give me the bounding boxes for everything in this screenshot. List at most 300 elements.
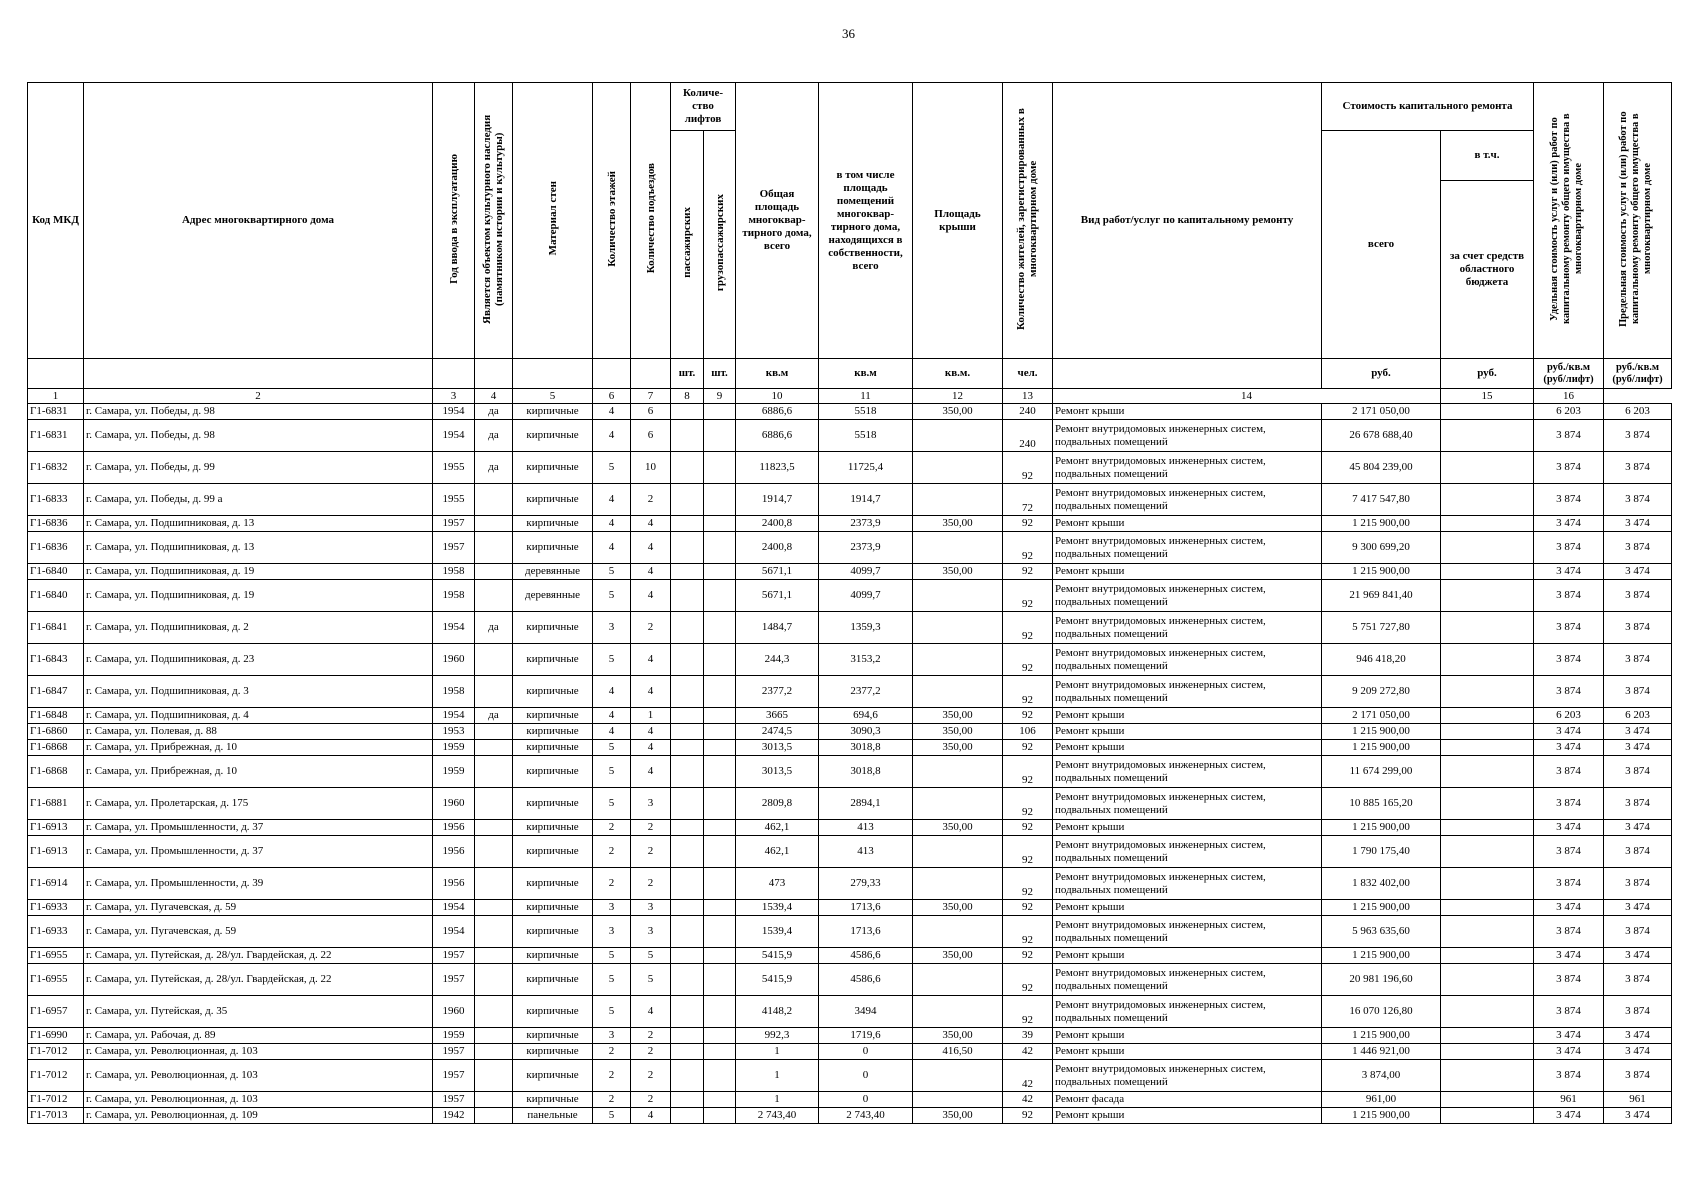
cell-heritage [475, 580, 513, 612]
cell-material: кирпичные [513, 756, 593, 788]
cell-limit-cost: 3 474 [1604, 948, 1672, 964]
cell-unit-cost: 3 874 [1534, 644, 1604, 676]
cell-cost-total: 5 751 727,80 [1322, 612, 1441, 644]
cell-cost-regional [1441, 1028, 1534, 1044]
unit-m2-2: кв.м [819, 359, 913, 389]
cell-residents: 92 [1003, 564, 1053, 580]
cell-limit-cost: 6 203 [1604, 404, 1672, 420]
cell-residents: 92 [1003, 964, 1053, 996]
cell-cost-regional [1441, 532, 1534, 564]
cell-entrances: 4 [631, 676, 671, 708]
cell-roof-area: 350,00 [913, 564, 1003, 580]
cell-limit-cost: 3 874 [1604, 756, 1672, 788]
cell-cost-total: 1 446 921,00 [1322, 1044, 1441, 1060]
cell-year: 1956 [433, 836, 475, 868]
table-row [28, 708, 1672, 724]
cell-lifts-freight [704, 1108, 736, 1124]
cell-residents: 42 [1003, 1044, 1053, 1060]
cell-work-type: Ремонт крыши [1053, 724, 1322, 740]
cell-residents: 92 [1003, 676, 1053, 708]
cell-cost-regional [1441, 1092, 1534, 1108]
cell-unit-cost: 3 874 [1534, 756, 1604, 788]
cell-cost-total: 1 215 900,00 [1322, 1108, 1441, 1124]
cell-area-owned: 1359,3 [819, 612, 913, 644]
cell-material: кирпичные [513, 644, 593, 676]
cell-roof-area [913, 1092, 1003, 1108]
cell-limit-cost: 3 874 [1604, 1060, 1672, 1092]
cell-limit-cost: 3 874 [1604, 868, 1672, 900]
cell-material: кирпичные [513, 948, 593, 964]
cell-area-total: 5415,9 [736, 948, 819, 964]
cell-lifts-passenger [671, 868, 704, 900]
cell-cost-total: 1 215 900,00 [1322, 564, 1441, 580]
cell-lifts-passenger [671, 644, 704, 676]
cell-address: г. Самара, ул. Промышленности, д. 39 [84, 868, 433, 900]
cell-area-total: 2474,5 [736, 724, 819, 740]
cell-roof-area [913, 996, 1003, 1028]
cell-residents: 92 [1003, 532, 1053, 564]
cell-area-owned: 0 [819, 1060, 913, 1092]
cell-code: Г1-6955 [28, 948, 84, 964]
cell-residents: 92 [1003, 740, 1053, 756]
cell-unit-cost: 3 874 [1534, 788, 1604, 820]
cell-lifts-freight [704, 1044, 736, 1060]
cell-material: кирпичные [513, 676, 593, 708]
column-number-row [28, 389, 1672, 404]
table-row [28, 916, 1672, 948]
cell-limit-cost: 3 474 [1604, 740, 1672, 756]
cell-address: г. Самара, ул. Подшипниковая, д. 19 [84, 580, 433, 612]
cell-cost-regional [1441, 724, 1534, 740]
cell-roof-area [913, 452, 1003, 484]
cell-roof-area: 350,00 [913, 1108, 1003, 1124]
cell-lifts-freight [704, 708, 736, 724]
cell-address: г. Самара, ул. Революционная, д. 103 [84, 1092, 433, 1108]
cell-material: кирпичные [513, 740, 593, 756]
cell-entrances: 2 [631, 612, 671, 644]
cell-roof-area: 350,00 [913, 900, 1003, 916]
cell-roof-area [913, 868, 1003, 900]
cell-year: 1957 [433, 1092, 475, 1108]
cell-cost-total: 1 215 900,00 [1322, 516, 1441, 532]
cell-residents: 92 [1003, 612, 1053, 644]
cell-area-total: 1484,7 [736, 612, 819, 644]
cell-limit-cost: 3 474 [1604, 1044, 1672, 1060]
table-row [28, 404, 1672, 420]
cell-floors: 5 [593, 580, 631, 612]
header-lifts-passenger: пассажирских [671, 131, 704, 359]
cell-area-owned: 1914,7 [819, 484, 913, 516]
cell-entrances: 4 [631, 1108, 671, 1124]
cell-address: г. Самара, ул. Подшипниковая, д. 23 [84, 644, 433, 676]
column-number: 2 [84, 389, 433, 404]
header-material: Материал стен [513, 83, 593, 359]
cell-code: Г1-6868 [28, 740, 84, 756]
unit-rate-2: руб./кв.м (руб/лифт) [1604, 359, 1672, 389]
cell-roof-area: 350,00 [913, 948, 1003, 964]
cell-unit-cost: 3 474 [1534, 1044, 1604, 1060]
cell-roof-area: 350,00 [913, 404, 1003, 420]
unit-rate-1: руб./кв.м (руб/лифт) [1534, 359, 1604, 389]
cell-limit-cost: 3 874 [1604, 484, 1672, 516]
cell-area-total: 2377,2 [736, 676, 819, 708]
cell-area-total: 2 743,40 [736, 1108, 819, 1124]
cell-entrances: 3 [631, 900, 671, 916]
cell-material: кирпичные [513, 788, 593, 820]
cell-floors: 2 [593, 820, 631, 836]
table-row [28, 1092, 1672, 1108]
cell-lifts-passenger [671, 452, 704, 484]
cell-lifts-passenger [671, 756, 704, 788]
cell-work-type: Ремонт крыши [1053, 708, 1322, 724]
table-row [28, 484, 1672, 516]
cell-year: 1959 [433, 740, 475, 756]
cell-entrances: 2 [631, 836, 671, 868]
cell-floors: 5 [593, 452, 631, 484]
cell-cost-regional [1441, 564, 1534, 580]
cell-work-type: Ремонт крыши [1053, 948, 1322, 964]
cell-code: Г1-6833 [28, 484, 84, 516]
cell-work-type: Ремонт внутридомовых инженерных систем, подвальных помещений [1053, 676, 1322, 708]
cell-code: Г1-6990 [28, 1028, 84, 1044]
cell-residents: 92 [1003, 708, 1053, 724]
cell-cost-regional [1441, 900, 1534, 916]
cell-work-type: Ремонт крыши [1053, 820, 1322, 836]
unit-rub-1: руб. [1322, 359, 1441, 389]
cell-material: деревянные [513, 580, 593, 612]
cell-heritage [475, 740, 513, 756]
cell-floors: 2 [593, 1060, 631, 1092]
cell-heritage [475, 724, 513, 740]
cell-heritage [475, 1092, 513, 1108]
cell-area-owned: 0 [819, 1092, 913, 1108]
cell-roof-area [913, 612, 1003, 644]
cell-unit-cost: 3 474 [1534, 564, 1604, 580]
cell-year: 1956 [433, 868, 475, 900]
cell-cost-total: 20 981 196,60 [1322, 964, 1441, 996]
cell-area-total: 1 [736, 1044, 819, 1060]
cell-unit-cost: 3 874 [1534, 868, 1604, 900]
cell-work-type: Ремонт фасада [1053, 1092, 1322, 1108]
cell-year: 1957 [433, 532, 475, 564]
cell-work-type: Ремонт внутридомовых инженерных систем, подвальных помещений [1053, 788, 1322, 820]
cell-roof-area [913, 484, 1003, 516]
cell-lifts-freight [704, 644, 736, 676]
cell-heritage: да [475, 612, 513, 644]
cell-limit-cost: 961 [1604, 1092, 1672, 1108]
cell-floors: 5 [593, 1108, 631, 1124]
header-lifts: Количе-ство лифтов [671, 83, 736, 131]
cell-roof-area [913, 420, 1003, 452]
table-row [28, 612, 1672, 644]
cell-lifts-freight [704, 1060, 736, 1092]
cell-area-total: 244,3 [736, 644, 819, 676]
cell-area-total: 992,3 [736, 1028, 819, 1044]
column-number: 8 [671, 389, 704, 404]
cell-area-owned: 4586,6 [819, 948, 913, 964]
cell-entrances: 2 [631, 484, 671, 516]
cell-year: 1960 [433, 644, 475, 676]
cell-limit-cost: 3 474 [1604, 1028, 1672, 1044]
cell-floors: 5 [593, 788, 631, 820]
cell-unit-cost: 3 474 [1534, 1108, 1604, 1124]
table-row [28, 516, 1672, 532]
cell-material: кирпичные [513, 724, 593, 740]
cell-cost-total: 45 804 239,00 [1322, 452, 1441, 484]
cell-cost-regional [1441, 1044, 1534, 1060]
cell-floors: 3 [593, 612, 631, 644]
cell-work-type: Ремонт крыши [1053, 1108, 1322, 1124]
cell-cost-total: 961,00 [1322, 1092, 1441, 1108]
cell-cost-regional [1441, 708, 1534, 724]
cell-entrances: 2 [631, 1028, 671, 1044]
cell-code: Г1-6868 [28, 756, 84, 788]
cell-lifts-passenger [671, 1092, 704, 1108]
column-number: 6 [593, 389, 631, 404]
cell-area-owned: 1713,6 [819, 900, 913, 916]
column-number: 9 [704, 389, 736, 404]
cell-cost-total: 1 790 175,40 [1322, 836, 1441, 868]
cell-cost-total: 2 171 050,00 [1322, 708, 1441, 724]
header-cost: Стоимость капитального ремонта [1322, 83, 1534, 131]
cell-unit-cost: 6 203 [1534, 708, 1604, 724]
cell-lifts-passenger [671, 1028, 704, 1044]
cell-floors: 4 [593, 724, 631, 740]
cell-roof-area: 416,50 [913, 1044, 1003, 1060]
cell-roof-area: 350,00 [913, 1028, 1003, 1044]
cell-work-type: Ремонт внутридомовых инженерных систем, подвальных помещений [1053, 916, 1322, 948]
cell-cost-regional [1441, 644, 1534, 676]
cell-work-type: Ремонт внутридомовых инженерных систем, подвальных помещений [1053, 756, 1322, 788]
table-row [28, 868, 1672, 900]
header-roof-area: Площадь крыши [913, 83, 1003, 359]
cell-lifts-freight [704, 532, 736, 564]
cell-unit-cost: 3 474 [1534, 1028, 1604, 1044]
cell-roof-area [913, 532, 1003, 564]
cell-address: г. Самара, ул. Путейская, д. 28/ул. Гвардейская, д. 22 [84, 964, 433, 996]
cell-limit-cost: 3 874 [1604, 964, 1672, 996]
cell-cost-regional [1441, 820, 1534, 836]
cell-area-total: 3013,5 [736, 740, 819, 756]
cell-entrances: 2 [631, 1092, 671, 1108]
cell-unit-cost: 3 874 [1534, 676, 1604, 708]
header-code: Код МКД [28, 83, 84, 359]
cell-area-total: 1539,4 [736, 900, 819, 916]
cell-cost-regional [1441, 484, 1534, 516]
cell-work-type: Ремонт крыши [1053, 1028, 1322, 1044]
cell-lifts-passenger [671, 948, 704, 964]
cell-lifts-passenger [671, 724, 704, 740]
header-residents: Количество жителей, зарегистрированных в многоквартирном доме [1003, 83, 1053, 359]
cell-code: Г1-6832 [28, 452, 84, 484]
cell-year: 1960 [433, 788, 475, 820]
cell-area-owned: 4099,7 [819, 564, 913, 580]
cell-address: г. Самара, ул. Подшипниковая, д. 13 [84, 532, 433, 564]
cell-heritage [475, 820, 513, 836]
cell-lifts-passenger [671, 612, 704, 644]
cell-year: 1957 [433, 516, 475, 532]
cell-residents: 92 [1003, 948, 1053, 964]
cell-entrances: 4 [631, 996, 671, 1028]
cell-entrances: 6 [631, 404, 671, 420]
column-number: 10 [736, 389, 819, 404]
cell-material: кирпичные [513, 452, 593, 484]
cell-cost-total: 1 215 900,00 [1322, 724, 1441, 740]
cell-heritage [475, 1028, 513, 1044]
cell-heritage [475, 836, 513, 868]
cell-cost-regional [1441, 1060, 1534, 1092]
cell-year: 1954 [433, 916, 475, 948]
cell-floors: 3 [593, 1028, 631, 1044]
cell-lifts-passenger [671, 996, 704, 1028]
cell-limit-cost: 3 474 [1604, 564, 1672, 580]
cell-lifts-freight [704, 916, 736, 948]
cell-residents: 39 [1003, 1028, 1053, 1044]
cell-heritage [475, 564, 513, 580]
cell-cost-regional [1441, 948, 1534, 964]
cell-roof-area [913, 1060, 1003, 1092]
cell-roof-area: 350,00 [913, 724, 1003, 740]
cell-material: кирпичные [513, 1028, 593, 1044]
cell-lifts-passenger [671, 820, 704, 836]
cell-address: г. Самара, ул. Пугачевская, д. 59 [84, 900, 433, 916]
cell-year: 1955 [433, 452, 475, 484]
cell-unit-cost: 3 474 [1534, 724, 1604, 740]
cell-cost-regional [1441, 676, 1534, 708]
cell-year: 1959 [433, 1028, 475, 1044]
cell-residents: 92 [1003, 580, 1053, 612]
cell-area-owned: 5518 [819, 404, 913, 420]
cell-residents: 92 [1003, 788, 1053, 820]
header-cost-regional: за счет средств областного бюджета [1441, 181, 1534, 359]
cell-limit-cost: 3 874 [1604, 836, 1672, 868]
cell-limit-cost: 6 203 [1604, 708, 1672, 724]
cell-lifts-passenger [671, 916, 704, 948]
cell-work-type: Ремонт крыши [1053, 900, 1322, 916]
cell-material: кирпичные [513, 916, 593, 948]
cell-year: 1959 [433, 756, 475, 788]
unit-people: чел. [1003, 359, 1053, 389]
cell-cost-total: 3 874,00 [1322, 1060, 1441, 1092]
cell-material: кирпичные [513, 964, 593, 996]
cell-code: Г1-7012 [28, 1092, 84, 1108]
cell-entrances: 4 [631, 756, 671, 788]
cell-heritage [475, 948, 513, 964]
page-number: 36 [842, 26, 855, 41]
cell-unit-cost: 3 874 [1534, 580, 1604, 612]
cell-limit-cost: 3 474 [1604, 1108, 1672, 1124]
header-lifts-freight: грузопассажирских [704, 131, 736, 359]
cell-material: кирпичные [513, 1092, 593, 1108]
cell-area-total: 1539,4 [736, 916, 819, 948]
cell-roof-area [913, 836, 1003, 868]
cell-cost-regional [1441, 452, 1534, 484]
column-number: 12 [913, 389, 1003, 404]
table-row [28, 564, 1672, 580]
cell-cost-regional [1441, 964, 1534, 996]
cell-lifts-freight [704, 612, 736, 644]
column-number: 5 [513, 389, 593, 404]
cell-limit-cost: 3 874 [1604, 452, 1672, 484]
cell-entrances: 1 [631, 708, 671, 724]
table-row [28, 788, 1672, 820]
cell-lifts-freight [704, 948, 736, 964]
cell-lifts-freight [704, 996, 736, 1028]
cell-roof-area [913, 756, 1003, 788]
unit-pcs-2: шт. [704, 359, 736, 389]
cell-residents: 240 [1003, 420, 1053, 452]
cell-unit-cost: 3 874 [1534, 1060, 1604, 1092]
cell-lifts-passenger [671, 484, 704, 516]
cell-entrances: 4 [631, 724, 671, 740]
cell-lifts-freight [704, 964, 736, 996]
cell-residents: 92 [1003, 756, 1053, 788]
cell-area-total: 1 [736, 1092, 819, 1108]
cell-floors: 5 [593, 564, 631, 580]
cell-cost-regional [1441, 788, 1534, 820]
cell-unit-cost: 3 874 [1534, 420, 1604, 452]
cell-lifts-passenger [671, 1108, 704, 1124]
cell-area-owned: 3153,2 [819, 644, 913, 676]
cell-roof-area [913, 916, 1003, 948]
cell-area-owned: 694,6 [819, 708, 913, 724]
cell-unit-cost: 3 874 [1534, 532, 1604, 564]
cell-cost-regional [1441, 996, 1534, 1028]
cell-code: Г1-6840 [28, 580, 84, 612]
cell-area-owned: 413 [819, 836, 913, 868]
cell-address: г. Самара, ул. Полевая, д. 88 [84, 724, 433, 740]
cell-area-owned: 11725,4 [819, 452, 913, 484]
cell-residents: 72 [1003, 484, 1053, 516]
cell-cost-regional [1441, 404, 1534, 420]
cell-code: Г1-6836 [28, 532, 84, 564]
cell-code: Г1-6843 [28, 644, 84, 676]
header-cost-incl: в т.ч. [1441, 131, 1534, 181]
cell-residents: 92 [1003, 516, 1053, 532]
cell-work-type: Ремонт внутридомовых инженерных систем, подвальных помещений [1053, 1060, 1322, 1092]
cell-code: Г1-6913 [28, 836, 84, 868]
cell-year: 1954 [433, 708, 475, 724]
cell-roof-area [913, 580, 1003, 612]
cell-area-total: 6886,6 [736, 404, 819, 420]
column-number: 7 [631, 389, 671, 404]
cell-lifts-freight [704, 516, 736, 532]
cell-work-type: Ремонт внутридомовых инженерных систем, подвальных помещений [1053, 532, 1322, 564]
cell-area-total: 1914,7 [736, 484, 819, 516]
cell-lifts-passenger [671, 708, 704, 724]
cell-residents: 106 [1003, 724, 1053, 740]
cell-roof-area: 350,00 [913, 516, 1003, 532]
cell-unit-cost: 3 474 [1534, 516, 1604, 532]
cell-code: Г1-6914 [28, 868, 84, 900]
cell-year: 1958 [433, 580, 475, 612]
cell-floors: 4 [593, 404, 631, 420]
cell-entrances: 4 [631, 644, 671, 676]
cell-cost-regional [1441, 1108, 1534, 1124]
cell-lifts-freight [704, 564, 736, 580]
cell-area-owned: 1719,6 [819, 1028, 913, 1044]
cell-cost-total: 2 171 050,00 [1322, 404, 1441, 420]
cell-work-type: Ремонт крыши [1053, 404, 1322, 420]
cell-material: кирпичные [513, 708, 593, 724]
cell-heritage [475, 916, 513, 948]
cell-lifts-passenger [671, 964, 704, 996]
cell-lifts-freight [704, 580, 736, 612]
cell-code: Г1-6831 [28, 420, 84, 452]
cell-roof-area: 350,00 [913, 820, 1003, 836]
cell-address: г. Самара, ул. Промышленности, д. 37 [84, 836, 433, 868]
cell-address: г. Самара, ул. Победы, д. 98 [84, 420, 433, 452]
